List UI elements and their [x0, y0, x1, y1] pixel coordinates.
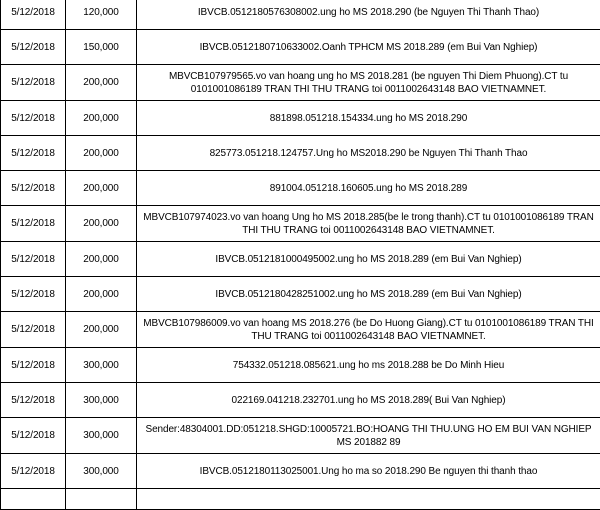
table-row — [1, 0, 600, 30]
amount-cell[interactable]: 200,000 — [66, 65, 137, 101]
table-row — [1, 101, 600, 136]
amount-cell[interactable]: 200,000 — [66, 312, 137, 348]
table-row — [1, 242, 600, 277]
date-cell[interactable]: 5/12/2018 — [1, 277, 66, 312]
description-cell[interactable]: MBVCB107979565.vo van hoang ung ho MS 2018.281 (be nguyen Thi Diem Phuong).CT tu 0101001086189 TRAN THI THU TRANG toi 0011002643148 BAO VIETNAMNET. — [137, 65, 600, 101]
description-cell[interactable]: IBVCB.0512180113025001.Ung ho ma so 2018.290 Be nguyen thi thanh thao — [137, 454, 600, 489]
date-cell[interactable]: 5/12/2018 — [1, 383, 66, 418]
amount-cell[interactable]: 120,000 — [66, 0, 137, 30]
amount-cell[interactable]: 200,000 — [66, 136, 137, 171]
description-cell[interactable]: MBVCB107974023.vo van hoang Ung ho MS 2018.285(be le trong thanh).CT tu 0101001086189 TRAN THI THU TRANG toi 0011002643148 BAO VIETNAMNET. — [137, 206, 600, 242]
date-cell[interactable]: 5/12/2018 — [1, 30, 66, 65]
table-row — [1, 312, 600, 348]
date-cell[interactable]: 5/12/2018 — [1, 418, 66, 454]
description-cell[interactable]: 022169.041218.232701.ung ho MS 2018.289( Bui Van Nghiep) — [137, 383, 600, 418]
date-cell[interactable]: 5/12/2018 — [1, 312, 66, 348]
date-cell[interactable]: 5/12/2018 — [1, 242, 66, 277]
date-cell[interactable]: 5/12/2018 — [1, 65, 66, 101]
date-cell[interactable]: 5/12/2018 — [1, 101, 66, 136]
description-cell[interactable]: IBVCB.0512180710633002.Oanh TPHCM MS 2018.289 (em Bui Van Nghiep) — [137, 30, 600, 65]
description-cell[interactable]: IBVCB.0512181000495002.ung ho MS 2018.289 (em Bui Van Nghiep) — [137, 242, 600, 277]
date-cell[interactable]: 5/12/2018 — [1, 348, 66, 383]
date-cell[interactable]: 5/12/2018 — [1, 206, 66, 242]
date-cell[interactable] — [1, 489, 66, 510]
amount-cell[interactable]: 200,000 — [66, 206, 137, 242]
amount-cell[interactable]: 300,000 — [66, 418, 137, 454]
description-cell[interactable]: MBVCB107986009.vo van hoang MS 2018.276 (be Do Huong Giang).CT tu 0101001086189 TRAN THI THU TRANG toi 0011002643148 BAO VIETNAMNET. — [137, 312, 600, 348]
description-cell[interactable]: 754332.051218.085621.ung ho ms 2018.288 be Do Minh Hieu — [137, 348, 600, 383]
table-row — [1, 136, 600, 171]
description-cell[interactable] — [137, 489, 600, 510]
amount-cell[interactable]: 150,000 — [66, 30, 137, 65]
table-row — [1, 206, 600, 242]
description-cell[interactable]: IBVCB.0512180576308002.ung ho MS 2018.290 (be Nguyen Thi Thanh Thao) — [137, 0, 600, 30]
date-cell[interactable]: 5/12/2018 — [1, 454, 66, 489]
table-row — [1, 65, 600, 101]
table-row — [1, 348, 600, 383]
amount-cell[interactable]: 200,000 — [66, 242, 137, 277]
amount-cell[interactable]: 200,000 — [66, 171, 137, 206]
description-cell[interactable]: IBVCB.0512180428251002.ung ho MS 2018.289 (em Bui Van Nghiep) — [137, 277, 600, 312]
amount-cell[interactable]: 300,000 — [66, 348, 137, 383]
table-row — [1, 454, 600, 489]
amount-cell[interactable]: 200,000 — [66, 101, 137, 136]
amount-cell[interactable]: 300,000 — [66, 383, 137, 418]
description-cell[interactable]: 825773.051218.124757.Ung ho MS2018.290 be Nguyen Thi Thanh Thao — [137, 136, 600, 171]
table-row — [1, 489, 600, 510]
table-row — [1, 383, 600, 418]
amount-cell[interactable] — [66, 489, 137, 510]
amount-cell[interactable]: 200,000 — [66, 277, 137, 312]
date-cell[interactable]: 5/12/2018 — [1, 0, 66, 30]
table-row — [1, 277, 600, 312]
description-cell[interactable]: 881898.051218.154334.ung ho MS 2018.290 — [137, 101, 600, 136]
date-cell[interactable]: 5/12/2018 — [1, 171, 66, 206]
date-cell[interactable]: 5/12/2018 — [1, 136, 66, 171]
amount-cell[interactable]: 300,000 — [66, 454, 137, 489]
description-cell[interactable]: 891004.051218.160605.ung ho MS 2018.289 — [137, 171, 600, 206]
table-row — [1, 30, 600, 65]
description-cell[interactable]: Sender:48304001.DD:051218.SHGD:10005721.BO:HOANG THI THU.UNG HO EM BUI VAN NGHIEP MS 201882 89 — [137, 418, 600, 454]
table-row — [1, 418, 600, 454]
table-row — [1, 171, 600, 206]
